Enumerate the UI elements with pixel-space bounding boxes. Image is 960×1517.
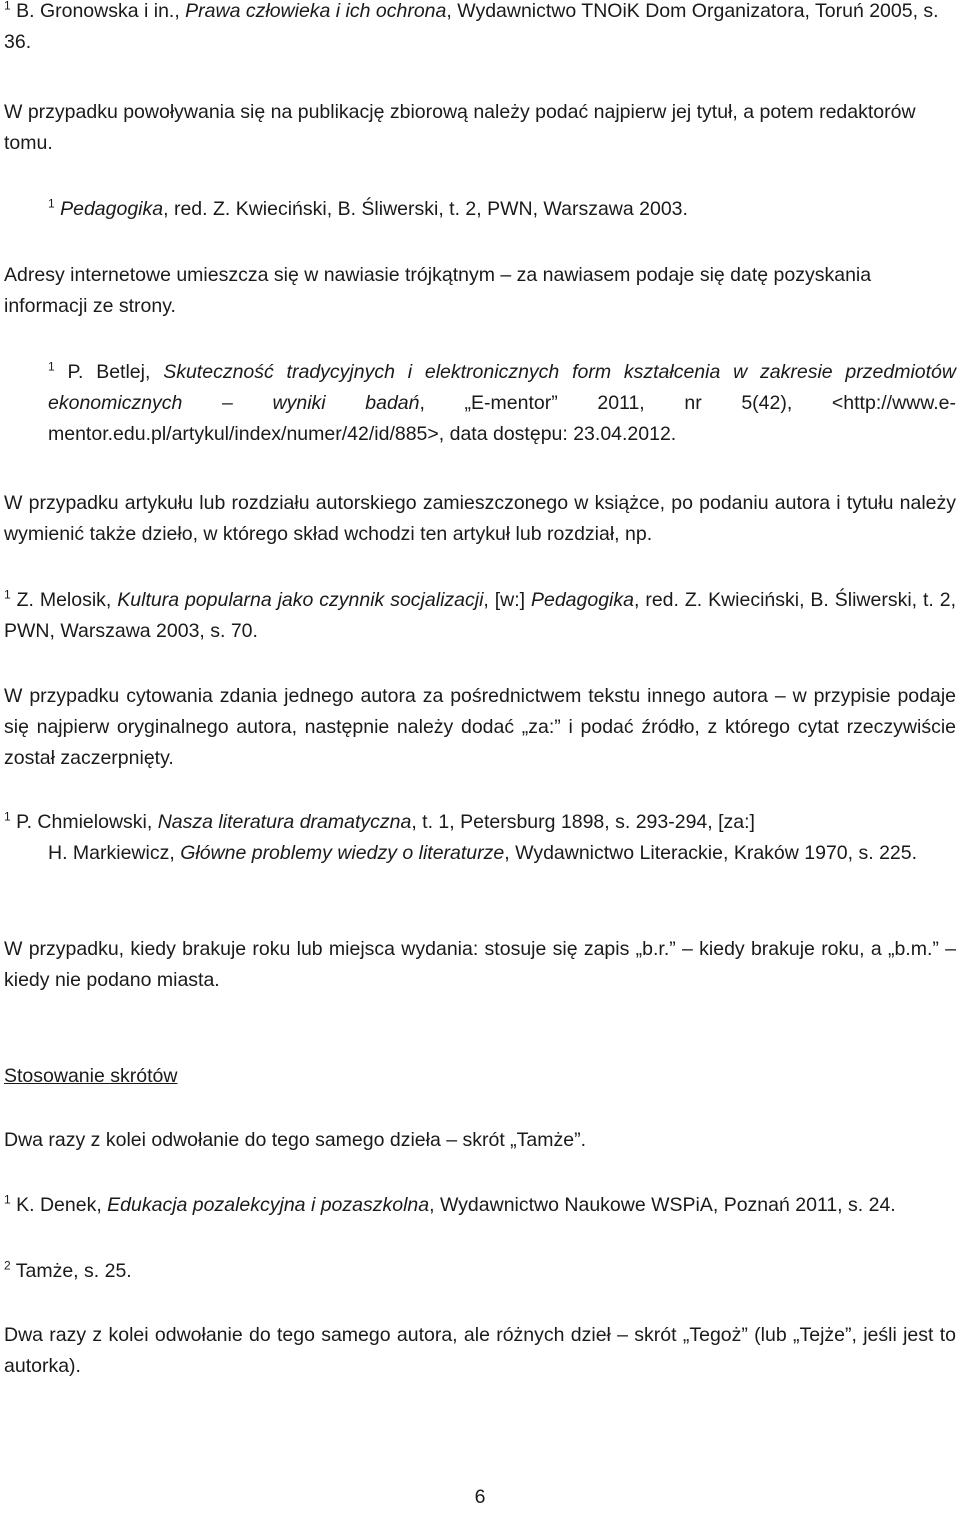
- footnote-author: P. Betlej,: [54, 361, 164, 383]
- footnote-rest: , red. Z. Kwieciński, B. Śliwerski, t. 2, PWN, Warszawa 2003.: [163, 198, 688, 220]
- footnote-mark: 1: [48, 196, 55, 211]
- footnote-chmielowski: [4, 807, 956, 869]
- footnote-line-2: [4, 838, 956, 869]
- footnote-mid: , [w:]: [483, 589, 531, 611]
- footnote-denek: [4, 1190, 956, 1221]
- footnote-title: Skuteczność tradycyjnych i elektronicznych form kształcenia w zakresie przedmiotów ekonomicznych – wyniki badań: [48, 361, 956, 414]
- paragraph-internet-addresses: Adresy internetowe umieszcza się w nawiasie trójkątnym – za nawiasem podaje się datę pozyskania informacji ze strony.: [4, 264, 872, 317]
- footnote-gronowska: [4, 0, 956, 58]
- footnote-rest: , Wydawnictwo TNOiK Dom Organizatora, Toruń 2005, s. 36.: [4, 0, 939, 53]
- footnote-secondary-title: Główne problemy wiedzy o literaturze: [180, 842, 505, 864]
- footnote-pedagogika: [4, 194, 956, 225]
- footnote-mark: 2: [4, 1258, 11, 1273]
- footnote-title: Nasza literatura dramatyczna: [157, 811, 412, 833]
- paragraph-collective-publication: W przypadku powoływania się na publikację zbiorową należy podać najpierw jej tytuł, a potem redaktorów tomu.: [4, 101, 916, 154]
- page-number: 6: [474, 1486, 486, 1508]
- paragraph-tamze: Dwa razy z kolei odwołanie do tego samego dzieła – skrót „Tamże”.: [4, 1129, 587, 1151]
- footnote-author: K. Denek,: [10, 1194, 108, 1216]
- footnote-secondary-rest: , Wydawnictwo Literackie, Kraków 1970, s. 225.: [504, 842, 918, 864]
- footnote-mark: 1: [4, 809, 11, 824]
- footnote-author: B. Gronowska i in.,: [10, 0, 186, 22]
- footnote-title: Kultura popularna jako czynnik socjalizacji: [117, 589, 484, 611]
- section-heading-abbreviations: Stosowanie skrótów: [4, 1065, 178, 1087]
- footnote-rest: , t. 1, Petersburg 1898, s. 293-294, [za:]: [411, 811, 755, 833]
- paragraph-missing-data: W przypadku, kiedy brakuje roku lub miejsca wydania: stosuje się zapis „b.r.” – kiedy brakuje roku, a „b.m.” – kiedy nie podano miasta.: [4, 938, 956, 991]
- footnote-book-title: Pedagogika: [530, 589, 634, 611]
- footnote-mark: 1: [4, 1192, 11, 1207]
- footnote-rest: , „E-mentor” 2011, nr 5(42), <http://www.e-mentor.edu.pl/artykul/index/numer/42/id/885>, data dostępu: 23.04.2012.: [48, 392, 957, 445]
- footnote-text: Tamże, s. 25.: [10, 1260, 132, 1282]
- footnote-betlej: [4, 357, 956, 450]
- footnote-mark: 1: [4, 587, 11, 602]
- footnote-mark: 1: [48, 359, 55, 374]
- footnote-title: Pedagogika: [54, 198, 164, 220]
- paragraph-tegoz: Dwa razy z kolei odwołanie do tego samego autora, ale różnych dzieł – skrót „Tegoż” (lub „Tejże”, jeśli jest to autorka).: [4, 1324, 956, 1377]
- footnote-author: P. Chmielowski,: [10, 811, 158, 833]
- footnote-tamze: [4, 1256, 956, 1287]
- paragraph-chapter-in-book: W przypadku artykułu lub rozdziału autorskiego zamieszczonego w książce, po podaniu autora i tytułu należy wymienić także dzieło, w którego skład wchodzi ten artykuł lub rozdział, np.: [4, 492, 956, 545]
- footnote-line-1: [4, 807, 956, 838]
- footnote-title: Prawa człowieka i ich ochrona: [185, 0, 447, 22]
- footnote-rest: , red. Z. Kwieciński, B. Śliwerski, t. 2, PWN, Warszawa 2003, s. 70.: [4, 589, 956, 642]
- footnote-mark: 1: [4, 0, 11, 13]
- footnote-title: Edukacja pozalekcyjna i pozaszkolna: [107, 1194, 430, 1216]
- footnote-secondary-author: H. Markiewicz,: [48, 842, 181, 864]
- footnote-melosik: [4, 585, 956, 647]
- paragraph-indirect-citation: W przypadku cytowania zdania jednego autora za pośrednictwem tekstu innego autora – w przypisie podaje się najpierw oryginalnego autora, następnie należy dodać „za:” i podać źródło, z którego cytat rzeczywiście został zaczerpnięty.: [4, 685, 956, 769]
- footnote-rest: , Wydawnictwo Naukowe WSPiA, Poznań 2011, s. 24.: [429, 1194, 896, 1216]
- footnote-author: Z. Melosik,: [10, 589, 118, 611]
